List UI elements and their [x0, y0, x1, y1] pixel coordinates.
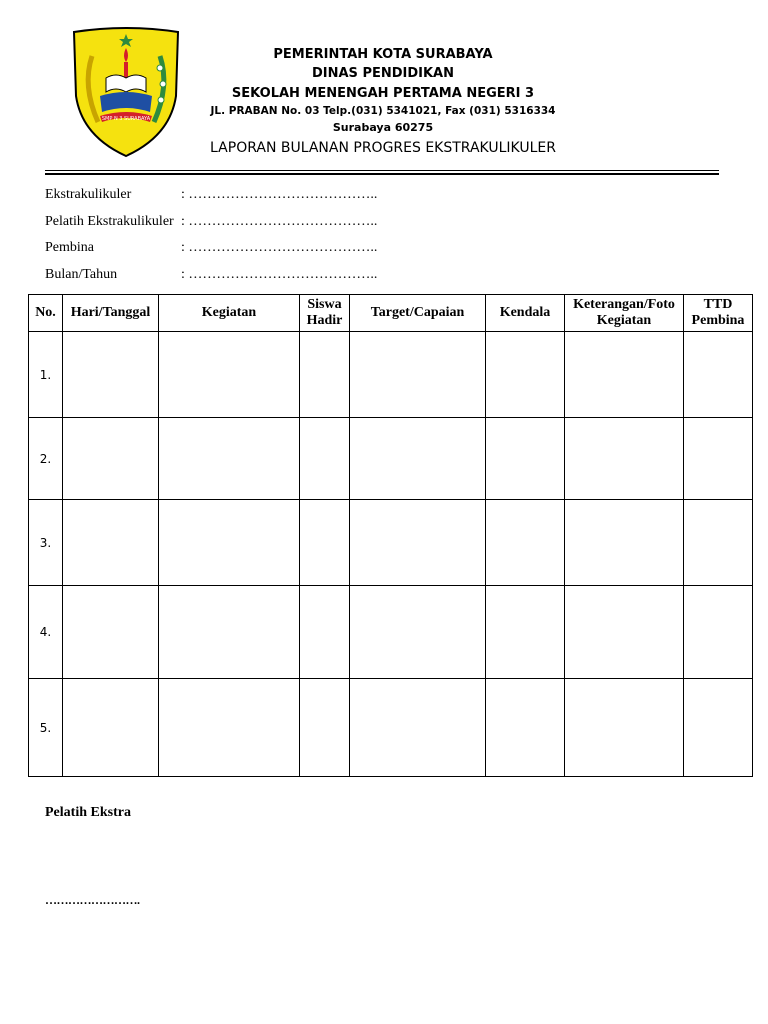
emblem-text: SMP N 3 SURABAYA — [101, 116, 151, 122]
cell-keterangan[interactable] — [565, 418, 684, 500]
cell-hari-tanggal[interactable] — [63, 332, 159, 418]
cell-kendala[interactable] — [486, 586, 565, 679]
cell-siswa-hadir[interactable] — [300, 500, 350, 586]
cell-keterangan[interactable] — [565, 586, 684, 679]
cell-hari-tanggal[interactable] — [63, 418, 159, 500]
field-value: : ………………………………….. — [181, 214, 378, 229]
cell-kegiatan[interactable] — [159, 418, 300, 500]
header-government: PEMERINTAH KOTA SURABAYA — [273, 47, 493, 62]
cell-siswa-hadir[interactable] — [300, 418, 350, 500]
table-header-row — [29, 295, 753, 332]
row-number: 2. — [29, 418, 63, 500]
col-header-siswa-hadir: Siswa Hadir — [300, 295, 350, 332]
report-title: LAPORAN BULANAN PROGRES EKSTRAKULIKULER — [210, 140, 556, 156]
cell-target-capaian[interactable] — [350, 332, 486, 418]
field-pelatih — [45, 214, 377, 230]
field-value: : ………………………………….. — [181, 267, 378, 282]
field-pembina — [45, 240, 377, 256]
col-header-kegiatan: Kegiatan — [159, 295, 300, 332]
table-row — [29, 500, 753, 586]
cell-keterangan[interactable] — [565, 332, 684, 418]
cell-target-capaian[interactable] — [350, 586, 486, 679]
row-number: 4. — [29, 586, 63, 679]
header-divider-thin — [45, 170, 719, 171]
cell-kegiatan[interactable] — [159, 586, 300, 679]
field-label: Pelatih Ekstrakulikuler — [45, 214, 174, 229]
col-header-hari-tanggal: Hari/Tanggal — [63, 295, 159, 332]
field-label: Ekstrakulikuler — [45, 187, 132, 202]
signature-label: Pelatih Ekstra — [45, 805, 131, 820]
header-school-name: SEKOLAH MENENGAH PERTAMA NEGERI 3 — [231, 86, 535, 101]
field-value: : ………………………………….. — [181, 240, 378, 255]
field-label: Bulan/Tahun — [45, 267, 118, 282]
cell-target-capaian[interactable] — [350, 500, 486, 586]
row-number: 3. — [29, 500, 63, 586]
cell-kendala[interactable] — [486, 332, 565, 418]
header-address: JL. PRABAN No. 03 Telp.(031) 5341021, Fax (031) 5316334 — [210, 105, 556, 117]
cell-kendala[interactable] — [486, 679, 565, 777]
cell-hari-tanggal[interactable] — [63, 586, 159, 679]
cell-ttd-pembina[interactable] — [684, 332, 753, 418]
cell-hari-tanggal[interactable] — [63, 679, 159, 777]
school-logo-emblem — [70, 26, 182, 158]
header-city: Surabaya 60275 — [332, 121, 434, 134]
col-header-ttd-pembina: TTD Pembina — [684, 295, 753, 332]
cell-siswa-hadir[interactable] — [300, 679, 350, 777]
cell-kegiatan[interactable] — [159, 332, 300, 418]
cell-ttd-pembina[interactable] — [684, 418, 753, 500]
col-header-no: No. — [29, 295, 63, 332]
table-row — [29, 332, 753, 418]
cell-target-capaian[interactable] — [350, 418, 486, 500]
field-bulan-tahun — [45, 267, 377, 283]
table-row — [29, 586, 753, 679]
cell-ttd-pembina[interactable] — [684, 679, 753, 777]
table-row — [29, 679, 753, 777]
cell-ttd-pembina[interactable] — [684, 586, 753, 679]
cell-siswa-hadir[interactable] — [300, 586, 350, 679]
book-icon — [106, 75, 146, 92]
cell-kegiatan[interactable] — [159, 679, 300, 777]
cell-kegiatan[interactable] — [159, 500, 300, 586]
cell-kendala[interactable] — [486, 500, 565, 586]
col-header-target-capaian: Target/Capaian — [350, 295, 486, 332]
col-header-keterangan: Keterangan/Foto Kegiatan — [565, 295, 684, 332]
report-table — [28, 294, 753, 777]
signature-placeholder: ……………………. — [45, 893, 140, 907]
header-department: DINAS PENDIDIKAN — [311, 66, 455, 81]
cell-target-capaian[interactable] — [350, 679, 486, 777]
cell-hari-tanggal[interactable] — [63, 500, 159, 586]
cell-keterangan[interactable] — [565, 500, 684, 586]
cell-kendala[interactable] — [486, 418, 565, 500]
cell-ttd-pembina[interactable] — [684, 500, 753, 586]
table-row — [29, 418, 753, 500]
field-ekstrakulikuler — [45, 187, 377, 203]
field-value: : ………………………………….. — [181, 187, 378, 202]
col-header-kendala: Kendala — [486, 295, 565, 332]
cell-keterangan[interactable] — [565, 679, 684, 777]
row-number: 5. — [29, 679, 63, 777]
field-label: Pembina — [45, 240, 94, 255]
header-divider-thick — [45, 173, 719, 175]
cell-siswa-hadir[interactable] — [300, 332, 350, 418]
row-number: 1. — [29, 332, 63, 418]
